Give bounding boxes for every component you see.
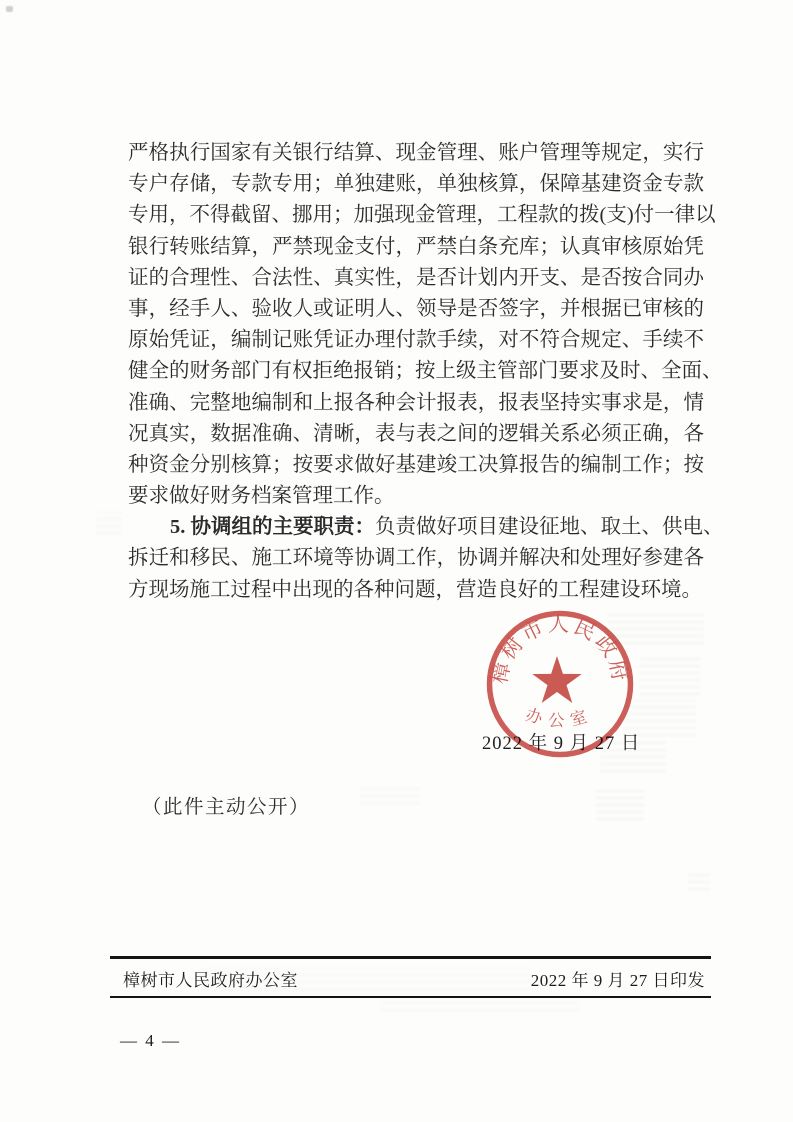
scan-speck xyxy=(6,6,13,12)
bleed-through-artifact xyxy=(360,786,420,804)
star-icon xyxy=(532,656,581,703)
body-text-line: 拆迁和移民、施工环境等协调工作，协调并解决和处理好参建各 xyxy=(128,547,704,570)
body-text-line: 健全的财务部门有权拒绝报销；按上级主管部门要求及时、全面、 xyxy=(128,360,723,383)
seal-ring-text: 樟树市人民政府 xyxy=(487,612,633,686)
body-text-line: 种资金分别核算；按要求做好基建竣工决算报告的编制工作；按 xyxy=(128,453,704,476)
body-text-line: 严格执行国家有关银行结算、现金管理、账户管理等规定，实行 xyxy=(128,142,704,164)
public-disclosure-note: （此件主动公开） xyxy=(142,797,311,818)
body-text-line: 准确、完整地编制和上报各种会计报表，报表坚持实事求是，情 xyxy=(128,391,704,414)
footer-row xyxy=(110,968,711,994)
footer-top-rule xyxy=(110,956,711,959)
bleed-through-artifact xyxy=(640,655,700,695)
bleed-through-artifact xyxy=(96,512,122,534)
section-heading-bold: 5. 协调组的主要职责： xyxy=(170,516,375,539)
body-text-line: 事，经手人、验收人或证明人、领导是否签字，并根据已审核的 xyxy=(128,297,704,320)
footer-issuer: 樟树市人民政府办公室 xyxy=(123,971,298,990)
body-text-line: 要求做好财务档案管理工作。 xyxy=(128,485,395,508)
body-text-line: 专户存储，专款专用；单独建账，单独核算，保障基建资金专款 xyxy=(128,173,704,196)
body-text-line: 原始凭证，编制记账凭证办理付款手续，对不符合规定、手续不 xyxy=(128,329,704,352)
sign-date: 2022 年 9 月 27 日 xyxy=(482,734,641,754)
page-number: — 4 — xyxy=(120,1031,181,1050)
body-text-line: 方现场施工过程中出现的各种问题，营造良好的工程建设环境。 xyxy=(128,578,702,601)
official-seal xyxy=(486,610,634,758)
body-text-line: 证的合理性、合法性、真实性，是否计划内开支、是否按合同办 xyxy=(128,266,704,289)
footer-print-date: 2022 年 9 月 27 日印发 xyxy=(530,971,705,990)
section-heading-rest: 负责做好项目建设征地、取土、供电、 xyxy=(375,516,724,539)
body-text-line-heading xyxy=(128,512,724,543)
bleed-through-artifact xyxy=(380,999,580,1011)
bleed-through-artifact xyxy=(688,874,710,890)
body-text-line: 况真实，数据准确、清晰，表与表之间的逻辑关系必须正确，各 xyxy=(128,422,704,445)
body-text-block xyxy=(128,138,724,606)
footer-bottom-rule xyxy=(110,996,711,998)
body-text-line: 银行转账结算，严禁现金支付，严禁白条充库；认真审核原始凭 xyxy=(128,235,704,258)
body-text-line: 专用，不得截留、挪用；加强现金管理，工程款的拨(支)付一律以 xyxy=(128,204,716,227)
seal-bottom-text: 办公室 xyxy=(523,705,597,730)
bleed-through-artifact xyxy=(596,790,644,820)
